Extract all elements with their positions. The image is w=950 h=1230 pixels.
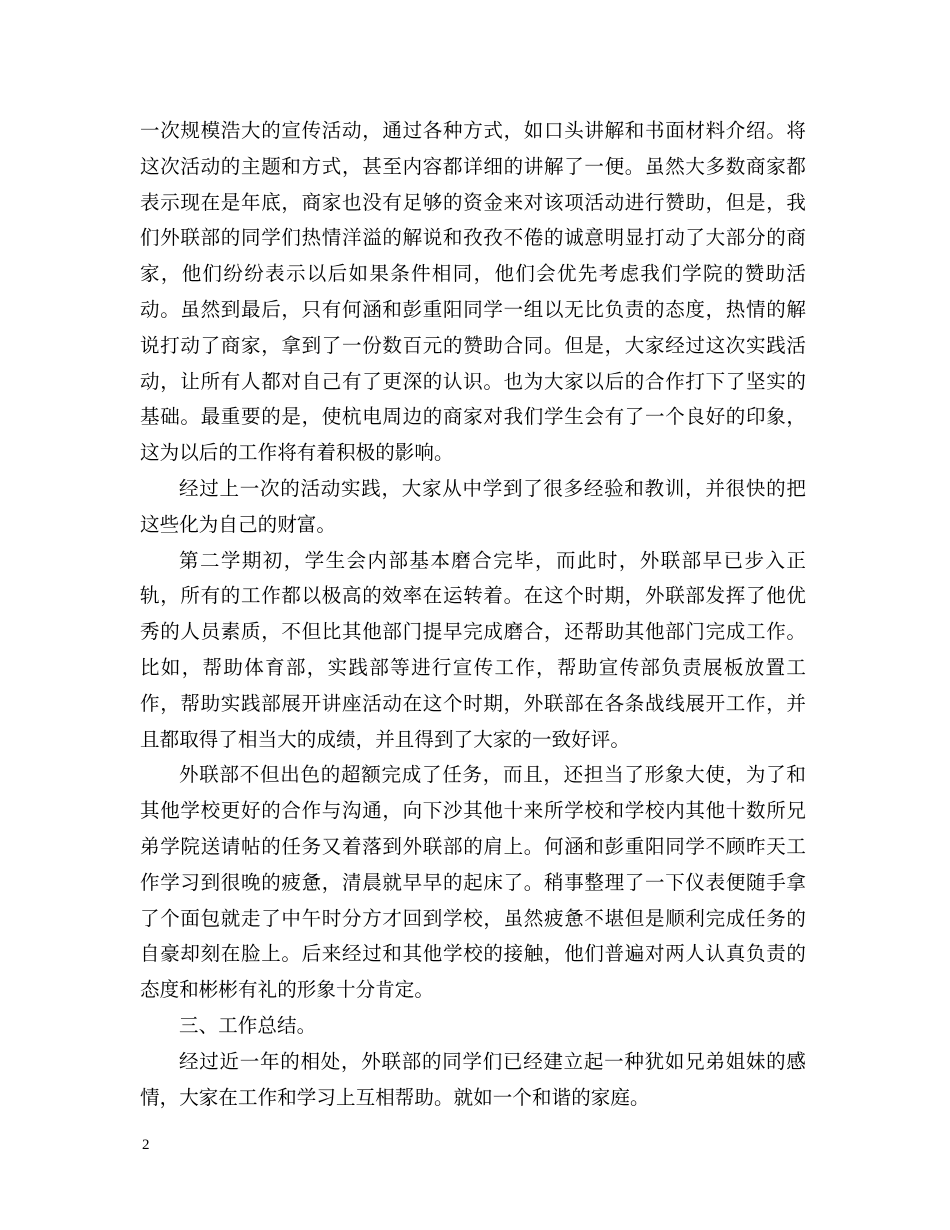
page-number: 2 (142, 1137, 150, 1153)
paragraph-1: 一次规模浩大的宣传活动，通过各种方式，如口头讲解和书面材料介绍。将这次活动的主题和方式，甚至内容都详细的讲解了一便。虽然大多数商家都表示现在是年底，商家也没有足够的资金来对该项活动进行赞助，但是，我们外联部的同学们热情洋溢的解说和孜孜不倦的诚意明显打动了大部分的商家，他们纷纷表示以后如果条件相同，他们会优先考虑我们学院的赞助活动。虽然到最后，只有何涵和彭重阳同学一组以无比负责的态度，热情的解说打动了商家，拿到了一份数百元的赞助合同。但是，大家经过这次实践活动，让所有人都对自己有了更深的认识。也为大家以后的合作打下了坚实的基础。最重要的是，使杭电周边的商家对我们学生会有了一个良好的印象，这为以后的工作将有着积极的影响。 (140, 119, 806, 465)
section-heading: 三、工作总结。 (179, 1013, 317, 1037)
paragraph-5: 经过近一年的相处，外联部的同学们已经建立起一种犹如兄弟姐妹的感情，大家在工作和学习上互相帮助。就如一个和谐的家庭。 (140, 1049, 806, 1109)
body-text (140, 113, 806, 1115)
paragraph-3: 第二学期初，学生会内部基本磨合完毕，而此时，外联部早已步入正轨，所有的工作都以极高的效率在运转着。在这个时期，外联部发挥了他优秀的人员素质，不但比其他部门提早完成磨合，还帮助其他部门完成工作。比如，帮助体育部，实践部等进行宣传工作，帮助宣传部负责展板放置工作，帮助实践部展开讲座活动在这个时期，外联部在各条战线展开工作，并且都取得了相当大的成绩，并且得到了大家的一致好评。 (140, 548, 806, 751)
paragraph-2: 经过上一次的活动实践，大家从中学到了很多经验和教训，并很快的把这些化为自己的财富。 (140, 476, 806, 536)
paragraph-4: 外联部不但出色的超额完成了任务，而且，还担当了形象大使，为了和其他学校更好的合作与沟通，向下沙其他十来所学校和学校内其他十数所兄弟学院送请帖的任务又着落到外联部的肩上。何涵和彭重阳同学不顾昨天工作学习到很晚的疲惫，清晨就早早的起床了。稍事整理了一下仪表便随手拿了个面包就走了中午时分方才回到学校，虽然疲惫不堪但是顺利完成任务的自豪却刻在脸上。后来经过和其他学校的接触，他们普遍对两人认真负责的态度和彬彬有礼的形象十分肯定。 (140, 763, 806, 1002)
